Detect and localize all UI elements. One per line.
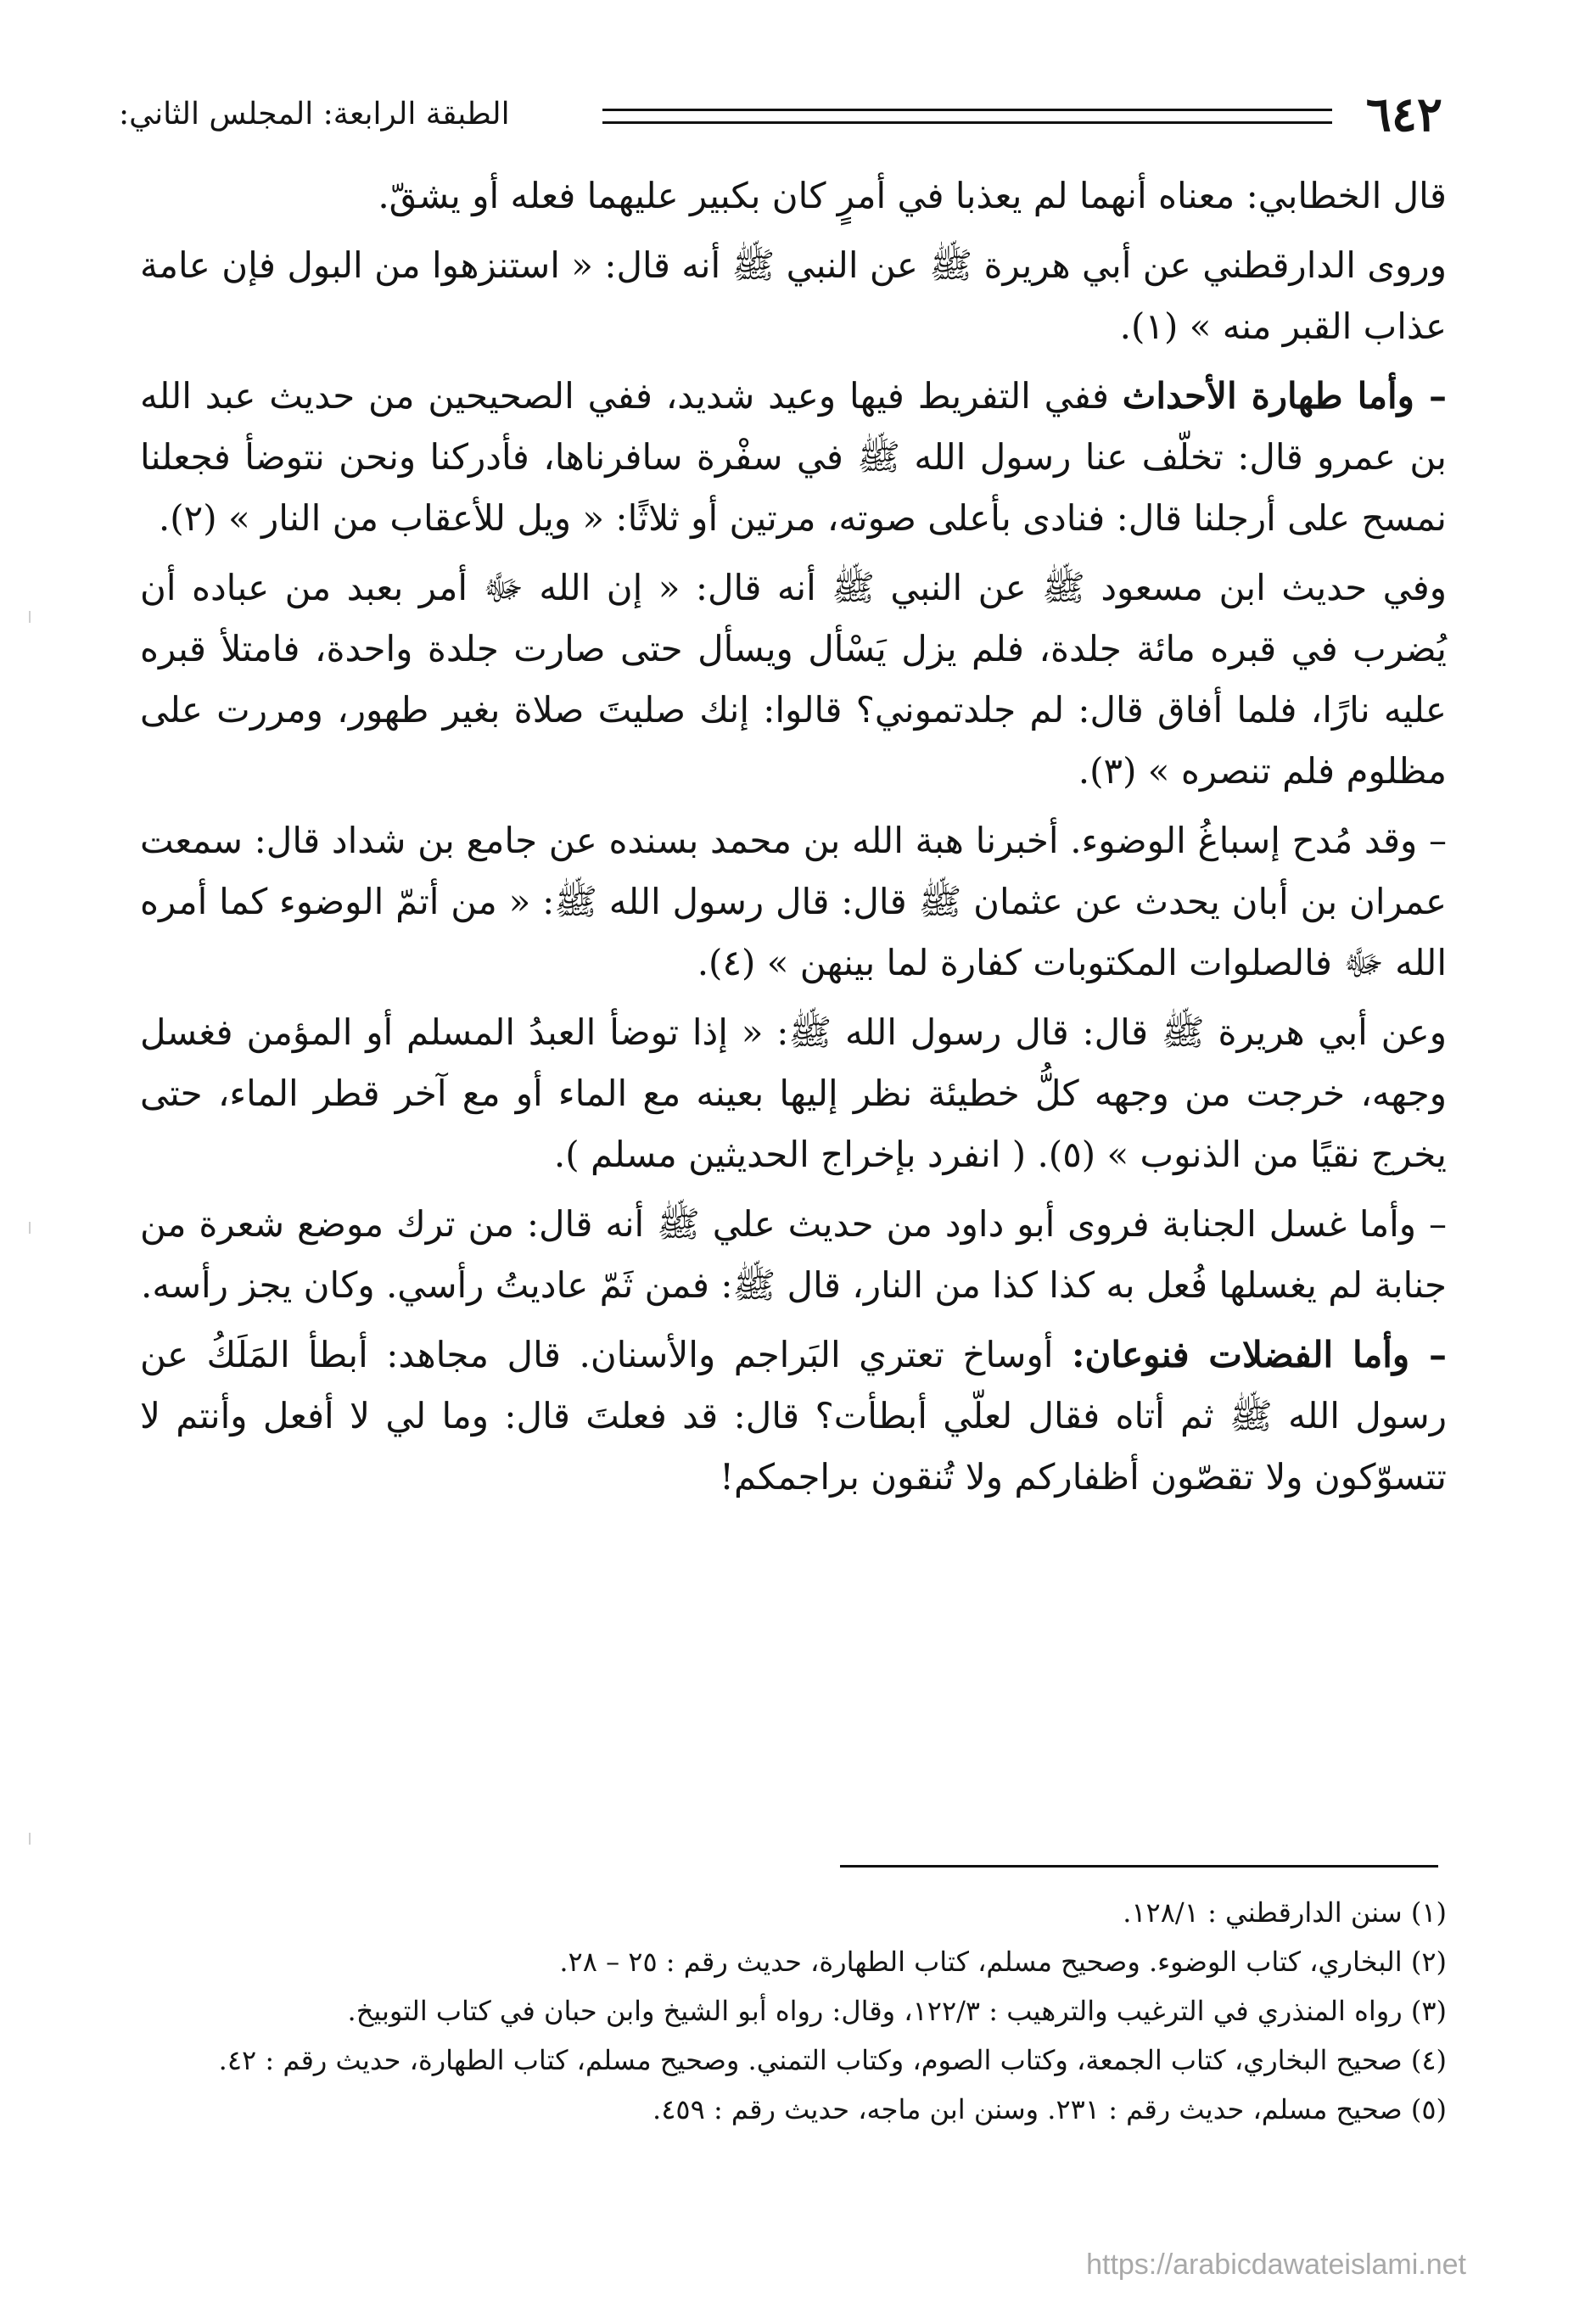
footnote-1: (١) سنن الدارقطني : ١٢٨/١.	[1123, 1896, 1447, 1929]
paragraph-2: وروى الدارقطني عن أبي هريرة ﷺ عن النبي ﷺ أنه قال: « استنزهوا من البول فإن عامة عذاب القبر منه » (١).	[140, 244, 1447, 347]
footnote-3: (٣) رواه المنذري في الترغيب والترهيب : ١٢٢/٣، وقال: رواه أبو الشيخ وابن حبان في كتاب التوبيخ.	[347, 1995, 1447, 2027]
paragraph-8: – وأما الفضلات فنوعان: أوساخ تعتري البَراجم والأسنان. قال مجاهد: أبطأ المَلَكُ عن رسول الله ﷺ ثم أتاه فقال لعلّي أبطأت؟ قال: قد فعلتَ قال: وما لي لا أفعل وأنتم لا تتسوّكون ولا تقصّون أظفاركم ولا تُنقون براجمكم!	[140, 1334, 1447, 1498]
paragraph-4: وفي حديث ابن مسعود ﷺ عن النبي ﷺ أنه قال: « إن الله ﷻ أمر بعبد من عباده أن يُضرب في قبره مائة جلدة، فلم يزل يَسْأل ويسأل حتى صارت جلدة واحدة، فامتلأ قبره عليه نارًا، فلما أفاق قال: لم جلدتموني؟ قالوا: إنك صليتَ صلاة بغير طهور، ومررت على مظلوم فلم تنصره » (٣).	[140, 567, 1447, 792]
scan-mark	[29, 1833, 31, 1845]
footnote-5: (٥) صحيح مسلم، حديث رقم : ٢٣١. وسنن ابن ماجه، حديث رقم : ٤٥٩.	[652, 2093, 1447, 2125]
main-text	[140, 165, 1447, 1516]
header-double-rule	[602, 109, 1332, 124]
paragraph-heading: – وأما الفضلات فنوعان:	[1071, 1334, 1447, 1375]
watermark-url: https://arabicdawateislami.net	[1086, 2248, 1466, 2281]
footnote-separator	[840, 1865, 1438, 1868]
paragraph-1: قال الخطابي: معناه أنهما لم يعذبا في أمرٍ كان بكبير عليهما فعله أو يشقّ.	[378, 175, 1447, 216]
page-header	[119, 85, 1442, 144]
paragraph-6: وعن أبي هريرة ﷺ قال: قال رسول الله ﷺ: « إذا توضأ العبدُ المسلم أو المؤمن فغسل وجهه، خرجت من وجهه كلُّ خطيئة نظر إليها بعينه مع الماء أو مع آخر قطر الماء، حتى يخرج نقيًا من الذنوب » (٥). ( انفرد بإخراج الحديثين مسلم ).	[140, 1011, 1447, 1175]
page-number: ٦٤٢	[1365, 87, 1442, 143]
paragraph-heading: – وأما طهارة الأحداث	[1122, 375, 1448, 417]
footnote-2: (٢) البخاري، كتاب الوضوء. وصحيح مسلم، كتاب الطهارة، حديث رقم : ٢٥ – ٢٨.	[559, 1946, 1447, 1978]
running-title: الطبقة الرابعة: المجلس الثاني:	[119, 97, 510, 132]
footnotes	[140, 1888, 1447, 2134]
paragraph-3: – وأما طهارة الأحداث ففي التفريط فيها وعيد شديد، ففي الصحيحين من حديث عبد الله بن عمرو قال: تخلّف عنا رسول الله ﷺ في سفْرة سافرناها، فأدركنا ونحن نتوضأ فجعلنا نمسح على أرجلنا قال: فنادى بأعلى صوته، مرتين أو ثلاثًا: « ويل للأعقاب من النار » (٢).	[140, 375, 1448, 539]
footnote-4: (٤) صحيح البخاري، كتاب الجمعة، وكتاب الصوم، وكتاب التمني. وصحيح مسلم، كتاب الطهارة، حديث رقم : ٤٢.	[218, 2044, 1447, 2076]
paragraph-7: – وأما غسل الجنابة فروى أبو داود من حديث علي ﷺ أنه قال: من ترك موضع شعرة من جنابة لم يغسلها فُعل به كذا كذا من النار، قال ﷺ: فمن ثَمّ عاديتُ رأسي. وكان يجز رأسه.	[140, 1203, 1447, 1306]
scan-mark	[29, 611, 31, 623]
paragraph-5: – وقد مُدح إسباغُ الوضوء. أخبرنا هبة الله بن محمد بسنده عن جامع بن شداد قال: سمعت عمران بن أبان يحدث عن عثمان ﷺ قال: قال رسول الله ﷺ: « من أتمّ الوضوء كما أمره الله ﷻ فالصلوات المكتوبات كفارة لما بينهن » (٤).	[140, 820, 1448, 983]
scan-mark	[29, 1222, 31, 1234]
